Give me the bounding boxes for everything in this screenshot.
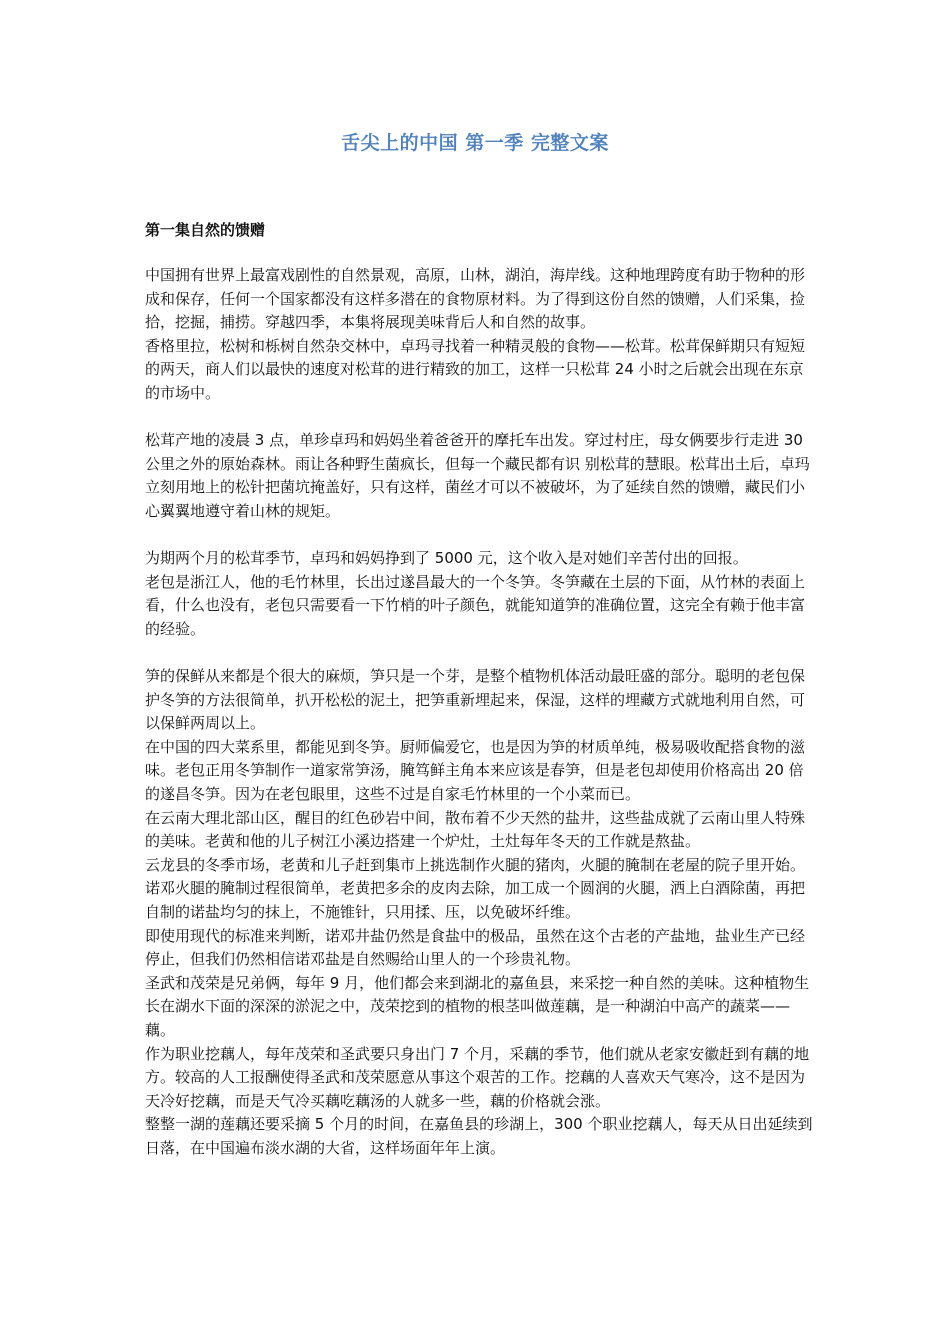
chapter-heading: 第一集自然的馈赠 xyxy=(145,221,266,239)
paragraph: 老包是浙江人，他的毛竹林里，长出过遂昌最大的一个冬笋。冬笋藏在土层的下面，从竹林的表面上看，什么也没有，老包只需要看一下竹梢的叶子颜色，就能知道笋的准确位置，这完全有赖于他丰富的经验。 xyxy=(145,572,806,638)
paragraph: 中国拥有世界上最富戏剧性的自然景观，高原，山林，湖泊，海岸线。这种地理跨度有助于物种的形成和保存，任何一个国家都没有这样多潜在的食物原材料。为了得到这份自然的馈赠，人们采集，捡拾，挖掘，捕捞。穿越四季，本集将展现美味背后人和自然的故事。 xyxy=(145,266,806,332)
paragraph: 作为职业挖藕人，每年茂荣和圣武要只身出门 7 个月，采藕的季节，他们就从老家安徽赶到有藕的地方。较高的人工报酬使得圣武和茂荣愿意从事这个艰苦的工作。挖藕的人喜欢天气寒冷，这不是因为天冷好挖藕，而是天气冷买藕吃藕汤的人就多一些，藕的价格就会涨。 xyxy=(145,1044,810,1110)
paragraph: 在中国的四大菜系里，都能见到冬笋。厨师偏爱它，也是因为笋的材质单纯，极易吸收配搭食物的滋味。老包正用冬笋制作一道家常笋汤，腌笃鲜主角本来应该是春笋，但是老包却使用价格高出 20 倍的遂昌冬笋。因为在老包眼里，这些不过是自家毛竹林里的一个小菜而已。 xyxy=(145,737,806,804)
document-body xyxy=(145,264,817,1161)
paragraph: 整整一湖的莲藕还要采摘 5 个月的时间，在嘉鱼县的珍湖上，300 个职业挖藕人，每天从日出延续到日落，在中国遍布淡水湖的大省，这样场面年年上演。 xyxy=(145,1115,813,1157)
paragraph: 笋的保鲜从来都是个很大的麻烦，笋只是一个芽，是整个植物机体活动最旺盛的部分。聪明的老包保护冬笋的方法很简单，扒开松松的泥土，把笋重新埋起来，保湿，这样的埋藏方式就地利用自然，可以保鲜两周以上。 xyxy=(145,667,806,733)
paragraph: 云龙县的冬季市场，老黄和儿子赶到集市上挑选制作火腿的猪肉，火腿的腌制在老屋的院子里开始。诺邓火腿的腌制过程很简单，老黄把多余的皮肉去除，加工成一个圆润的火腿，洒上白酒除菌，再把自制的诺盐均匀的抹上，不施锥针，只用揉、压，以免破坏纤维。 xyxy=(145,855,806,922)
paragraph: 即使用现代的标准来判断，诺邓井盐仍然是食盐中的极品，虽然在这个古老的产盐地，盐业生产已经停止，但我们仍然相信诺邓盐是自然赐给山里人的一个珍贵礼物。 xyxy=(145,926,806,969)
document-title: 舌尖上的中国 第一季 完整文案 xyxy=(341,132,609,154)
paragraph: 香格里拉，松树和栎树自然杂交林中，卓玛寻找着一种精灵般的食物——松茸。松茸保鲜期只有短短的两天，商人们以最快的速度对松茸的进行精致的加工，这样一只松茸 24 小时之后就会出现在东京的市场中。 xyxy=(145,336,806,402)
paragraph: 为期两个月的松茸季节，卓玛和妈妈挣到了 5000 元，这个收入是对她们辛苦付出的回报。 xyxy=(145,549,748,568)
paragraph: 在云南大理北部山区，醒目的红色砂岩中间，散布着不少天然的盐井，这些盐成就了云南山里人特殊的美味。老黄和他的儿子树江小溪边搭建一个炉灶，土灶每年冬天的工作就是熬盐。 xyxy=(145,808,806,851)
paragraph: 圣武和茂荣是兄弟俩，每年 9 月，他们都会来到湖北的嘉鱼县，来采挖一种自然的美味。这种植物生长在湖水下面的深深的淤泥之中，茂荣挖到的植物的根茎叫做莲藕，是一种湖泊中高产的蔬菜——藕。 xyxy=(145,973,810,1039)
paragraph: 松茸产地的凌晨 3 点，单珍卓玛和妈妈坐着爸爸开的摩托车出发。穿过村庄，母女俩要步行走进 30 公里之外的原始森林。雨让各种野生菌疯长，但每一个藏民都有识 别松茸的慧眼。松茸出土后，卓玛立刻用地上的松针把菌坑掩盖好，只有这样，菌丝才可以不被破坏，为了延续自然的馈赠，藏民们小心翼翼地遵守着山林的规矩。 xyxy=(145,431,810,520)
